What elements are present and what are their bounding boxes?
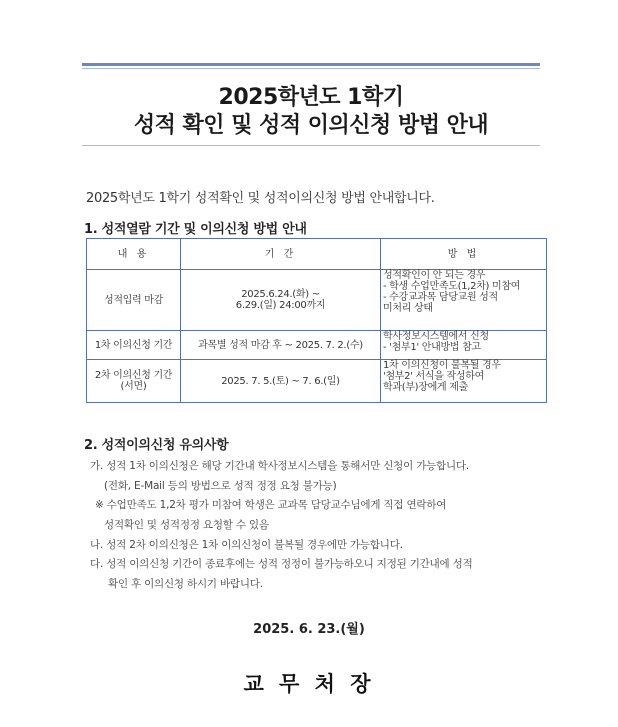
schedule-table xyxy=(86,238,547,403)
title-top-rule xyxy=(82,63,540,66)
title-line-1: 2025학년도 1학기 xyxy=(218,85,404,110)
cell-period: 과목별 성적 마감 후 ~ 2025. 7. 2.(수) xyxy=(181,331,381,360)
cell-method: 학사정보시스템에서 신청 - '첨부1' 안내방법 참고 xyxy=(381,331,547,360)
table-row xyxy=(87,331,547,360)
note-line-ga: 가. 성적 1차 이의신청은 해당 기간내 학사정보시스템을 통해서만 신청이 가능합니다. xyxy=(90,460,470,472)
title-top-rule-thin xyxy=(82,68,540,69)
note-line-ga-sub: (전화, E-Mail 등의 방법으로 성적 정정 요청 불가능) xyxy=(104,480,337,492)
note-line-da: 다. 성적 이의신청 기간이 종료후에는 성적 정정이 불가능하오니 지정된 기간내에 성적 xyxy=(90,558,473,570)
cell-content: 2차 이의신청 기간 (서면) xyxy=(87,360,181,403)
cell-content: 1차 이의신청 기간 xyxy=(87,331,181,360)
title-line-2: 성적 확인 및 성적 이의신청 방법 안내 xyxy=(133,113,489,138)
table-row xyxy=(87,360,547,403)
signature: 교 무 처 장 xyxy=(243,672,375,696)
cell-content: 성적입력 마감 xyxy=(87,270,181,331)
note-line-asterisk-sub: 성적확인 및 성적정정 요청할 수 있음 xyxy=(104,519,269,531)
table-header-row xyxy=(87,239,547,270)
cell-method: 1차 이의신청이 불복될 경우 '첨부2' 서식을 작성하여 학과(부)장에게 제출 xyxy=(381,360,547,403)
col-header-method: 방 법 xyxy=(381,239,547,270)
section2-heading: 2. 성적이의신청 유의사항 xyxy=(84,438,229,453)
table-row xyxy=(87,270,547,331)
title-bottom-rule xyxy=(82,145,540,146)
cell-method: 성적확인이 안 되는 경우 - 학생 수업만족도(1,2차) 미참여 - 수강교과목 담당교원 성적 미처리 상태 xyxy=(381,270,547,331)
note-line-asterisk: ※ 수업만족도 1,2차 평가 미참여 학생은 교과목 담당교수님에게 직접 연락하여 xyxy=(95,499,447,511)
section1-heading: 1. 성적열람 기간 및 이의신청 방법 안내 xyxy=(84,222,307,237)
cell-period: 2025. 7. 5.(토) ~ 7. 6.(일) xyxy=(181,360,381,403)
col-header-content: 내 용 xyxy=(87,239,181,270)
col-header-period: 기 간 xyxy=(181,239,381,270)
intro-text: 2025학년도 1학기 성적확인 및 성적이의신청 방법 안내합니다. xyxy=(86,191,435,206)
document-date: 2025. 6. 23.(월) xyxy=(253,622,365,637)
note-line-da-sub: 확인 후 이의신청 하시기 바랍니다. xyxy=(108,578,263,590)
cell-period: 2025.6.24.(화) ~ 6.29.(일) 24:00까지 xyxy=(181,270,381,331)
note-line-na: 나. 성적 2차 이의신청은 1차 이의신청이 불복될 경우에만 가능합니다. xyxy=(90,539,403,551)
